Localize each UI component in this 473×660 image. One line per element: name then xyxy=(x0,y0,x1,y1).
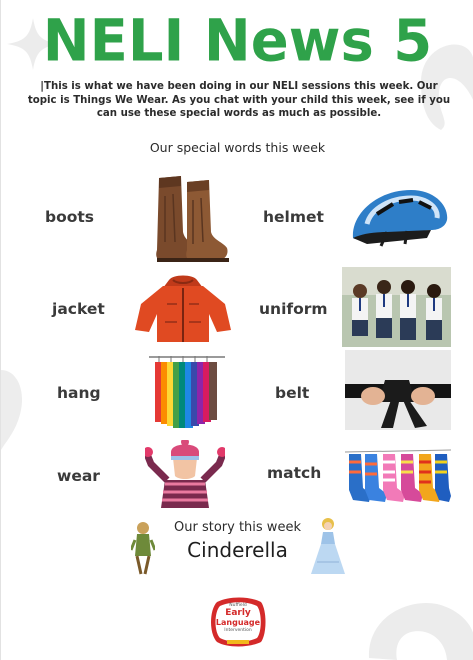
boots-icon xyxy=(151,172,229,264)
cinderella-icon xyxy=(311,516,345,576)
logo-text-line3: Language xyxy=(215,618,261,627)
jacket-icon xyxy=(133,274,233,344)
logo-text-line1: Nuffield xyxy=(229,603,247,608)
hanging-clothes-icon xyxy=(149,352,225,432)
bike-helmet-icon xyxy=(347,184,451,248)
word-helmet: helmet xyxy=(263,208,324,226)
girl-winter-clothes-icon xyxy=(145,440,225,508)
swirl-decoration-icon xyxy=(1,360,25,450)
word-belt: belt xyxy=(275,384,310,402)
intro-paragraph: |This is what we have been doing in our NELI sessions this week. Our topic is Things We Wear. As you chat with your child this week, see if you can use these special words as much as possible. xyxy=(27,81,451,119)
word-wear: wear xyxy=(57,467,100,485)
story-heading: Our story this week xyxy=(174,520,301,535)
newsletter-title: NELI News 5 xyxy=(42,8,433,75)
belt-icon xyxy=(345,350,451,430)
word-boots: boots xyxy=(45,208,95,226)
word-uniform: uniform xyxy=(259,300,328,318)
logo-text-line4: Intervention xyxy=(224,628,252,633)
school-uniform-icon xyxy=(342,267,451,347)
socks-icon xyxy=(345,446,451,504)
word-hang: hang xyxy=(57,384,101,402)
logo-text-line2: Early xyxy=(225,608,251,618)
word-jacket: jacket xyxy=(52,300,105,318)
word-match: match xyxy=(267,464,322,482)
special-words-heading: Our special words this week xyxy=(149,140,326,155)
story-name: Cinderella xyxy=(187,538,288,562)
swirl-decoration-icon xyxy=(367,598,473,660)
neli-logo xyxy=(209,596,267,648)
